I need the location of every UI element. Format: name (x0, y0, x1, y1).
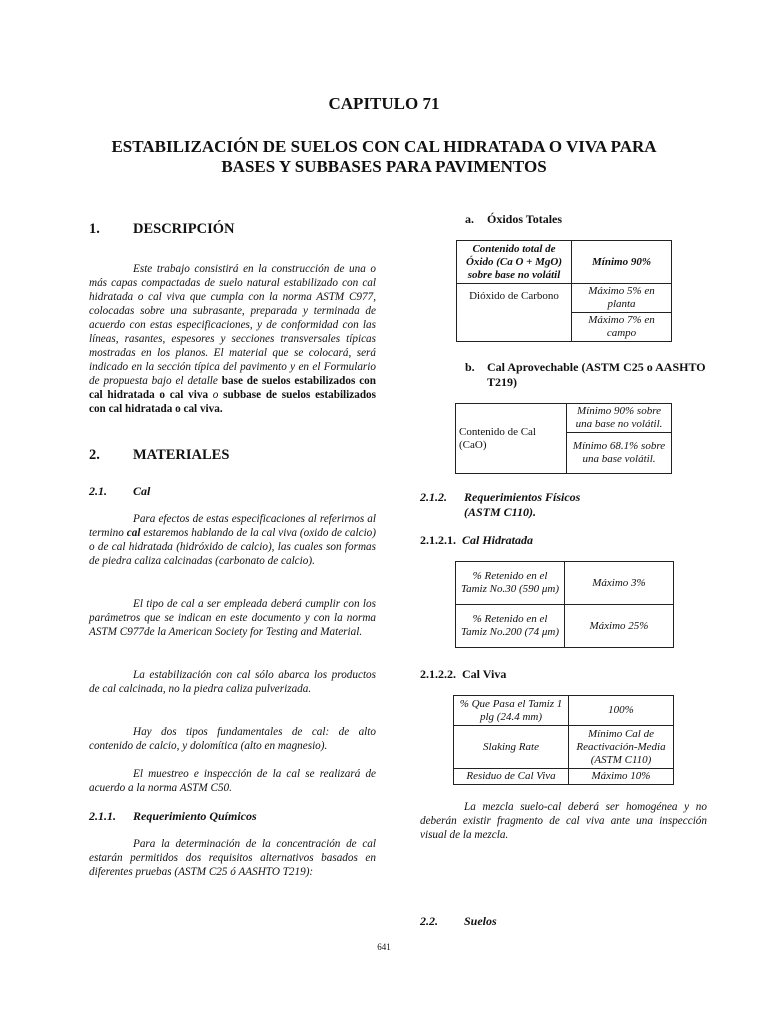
cal-aprovechable-table (455, 403, 672, 474)
table-cell: Máximo 10% (569, 769, 674, 785)
subsection-title: Óxidos Totales (487, 212, 563, 226)
section-title: Cal (133, 484, 151, 498)
section-number: 2. (89, 447, 100, 463)
section-number: 2.1.2. (420, 490, 447, 504)
description-text: Este trabajo consistirá en la construcción de una o más capas compactadas de suelo natural estabilizado con cal hidratada o cal viva que cumpla con la norma ASTM C977, colocadas sobre una subrasante, preparada y terminada de acuerdo con estas especificaciones, y de conformidad con las líneas, rasantes, espesores y secciones transversales típicas mostradas en los planos. El material que se colocará, será indicado en la sección típica del pavimento y en el Formulario de propuesta bajo el detalle (89, 263, 376, 387)
subsection-title: Cal Aprovechable (ASTM C25 o AASHTO T219) (487, 360, 706, 389)
cal-term: cal (126, 527, 141, 539)
cal-viva-table (453, 695, 674, 785)
table-cell: Residuo de Cal Viva (454, 769, 569, 785)
cal-text-a: Para efectos de estas especificaciones al referirnos al termino (89, 513, 376, 539)
section-2-1-2-heading (420, 490, 620, 520)
cal-text: La estabilización con cal sólo abarca los productos de cal calcinada, no la piedra caliza pulverizada. (89, 669, 376, 695)
table-cell: Slaking Rate (454, 726, 569, 769)
section-title: Suelos (464, 914, 497, 928)
section-2-1-1-heading (89, 809, 257, 824)
cal-paragraph-1 (89, 512, 376, 568)
table-cell: Contenido total de Óxido (Ca O + MgO) sobre base no volátil (457, 241, 572, 284)
description-bold-2: subbase de suelos estabilizados con cal hidratada o cal viva. (89, 389, 377, 415)
cal-paragraph-2 (89, 597, 376, 639)
section-title: MATERIALES (133, 447, 230, 463)
mezcla-text: La mezcla suelo-cal deberá ser homogénea y no deberán existir fragmento de cal viva ante una inspección visual de la mezcla. (420, 801, 707, 841)
table-cell: 100% (569, 696, 674, 726)
subsection-label: a. (465, 212, 474, 226)
section-2-1-2-1-heading (420, 533, 533, 548)
cal-paragraph-4 (89, 725, 376, 753)
cal-paragraph-3 (89, 668, 376, 696)
table-cell: Máximo 7% en campo (572, 313, 672, 342)
section-number: 2.1.1. (89, 809, 116, 823)
section-title: Requerimiento Químicos (133, 809, 257, 823)
document-title (0, 137, 768, 177)
section-2-2-heading (420, 914, 497, 929)
section-2-1-heading (89, 484, 150, 499)
section-1-heading (89, 221, 235, 238)
section-title: DESCRIPCIÓN (133, 221, 235, 237)
quimicos-paragraph (89, 837, 376, 879)
cal-paragraph-5 (89, 767, 376, 795)
table-cell: Mínimo 90% sobre una base no volátil. (567, 404, 672, 433)
chapter-heading: CAPITULO 71 (328, 94, 440, 113)
table-cell: % Retenido en el Tamiz No.30 (590 μm) (456, 562, 565, 605)
section-number: 1. (89, 221, 100, 237)
table-cell: Contenido de Cal (CaO) (456, 404, 567, 474)
section-number: 2.2. (420, 914, 438, 928)
table-cell: % Que Pasa el Tamiz 1 plg (24.4 mm) (454, 696, 569, 726)
title-line-2: BASES Y SUBBASES PARA PAVIMENTOS (221, 157, 547, 176)
section-title: Cal Viva (462, 667, 507, 681)
table-cell: Mínimo 68.1% sobre una base volátil. (567, 433, 672, 474)
section-title: Cal Hidratada (462, 533, 534, 547)
section-title: Requerimientos Físicos (ASTM C110). (464, 490, 581, 519)
oxidos-totales-table (456, 240, 672, 342)
table-cell: Mínimo Cal de Reactivación-Media (ASTM C110) (569, 726, 674, 769)
table-cell: % Retenido en el Tamiz No.200 (74 μm) (456, 605, 565, 648)
title-line-1: ESTABILIZACIÓN DE SUELOS CON CAL HIDRATADA O VIVA PARA (111, 137, 657, 156)
section-2-heading (89, 447, 229, 464)
table-cell: Máximo 5% en planta (572, 284, 672, 313)
quimicos-text: Para la determinación de la concentración de cal estarán permitidos dos requisitos alternativos basados en diferentes pruebas (ASTM C25 ó AASHTO T219): (89, 838, 376, 878)
subsection-label: b. (465, 360, 475, 374)
cal-hidratada-table (455, 561, 674, 648)
section-number: 2.1.2.2. (420, 667, 456, 681)
mezcla-paragraph (420, 800, 707, 842)
cal-text-c: estaremos hablando de la cal viva (oxido de calcio) o de cal hidratada (hidróxido de calcio), las cuales son formas de piedra caliza calcinadas (carbonato de calcio). (89, 527, 376, 567)
cal-text: El tipo de cal a ser empleada deberá cumplir con los parámetros que se indican en este documento y con la norma ASTM C977de la American Society for Testing and Material. (89, 598, 376, 638)
subsection-b-heading (465, 360, 715, 390)
description-connector: o (208, 389, 224, 401)
table-cell: Máximo 25% (565, 605, 674, 648)
table-cell: Dióxido de Carbono (457, 284, 572, 342)
section-number: 2.1.2.1. (420, 533, 456, 547)
section-number: 2.1. (89, 484, 107, 498)
subsection-a-heading (465, 212, 562, 227)
description-paragraph (89, 262, 376, 416)
page-number: 641 (377, 942, 391, 952)
description-bold-1: base de suelos estabilizados con cal hidratada o cal viva (89, 375, 376, 401)
table-cell: Mínimo 90% (572, 241, 672, 284)
cal-text: El muestreo e inspección de la cal se realizará de acuerdo a la norma ASTM C50. (89, 768, 376, 794)
cal-text: Hay dos tipos fundamentales de cal: de alto contenido de calcio, y dolomítica (alto en magnesio). (89, 726, 376, 752)
section-2-1-2-2-heading (420, 667, 506, 682)
table-cell: Máximo 3% (565, 562, 674, 605)
